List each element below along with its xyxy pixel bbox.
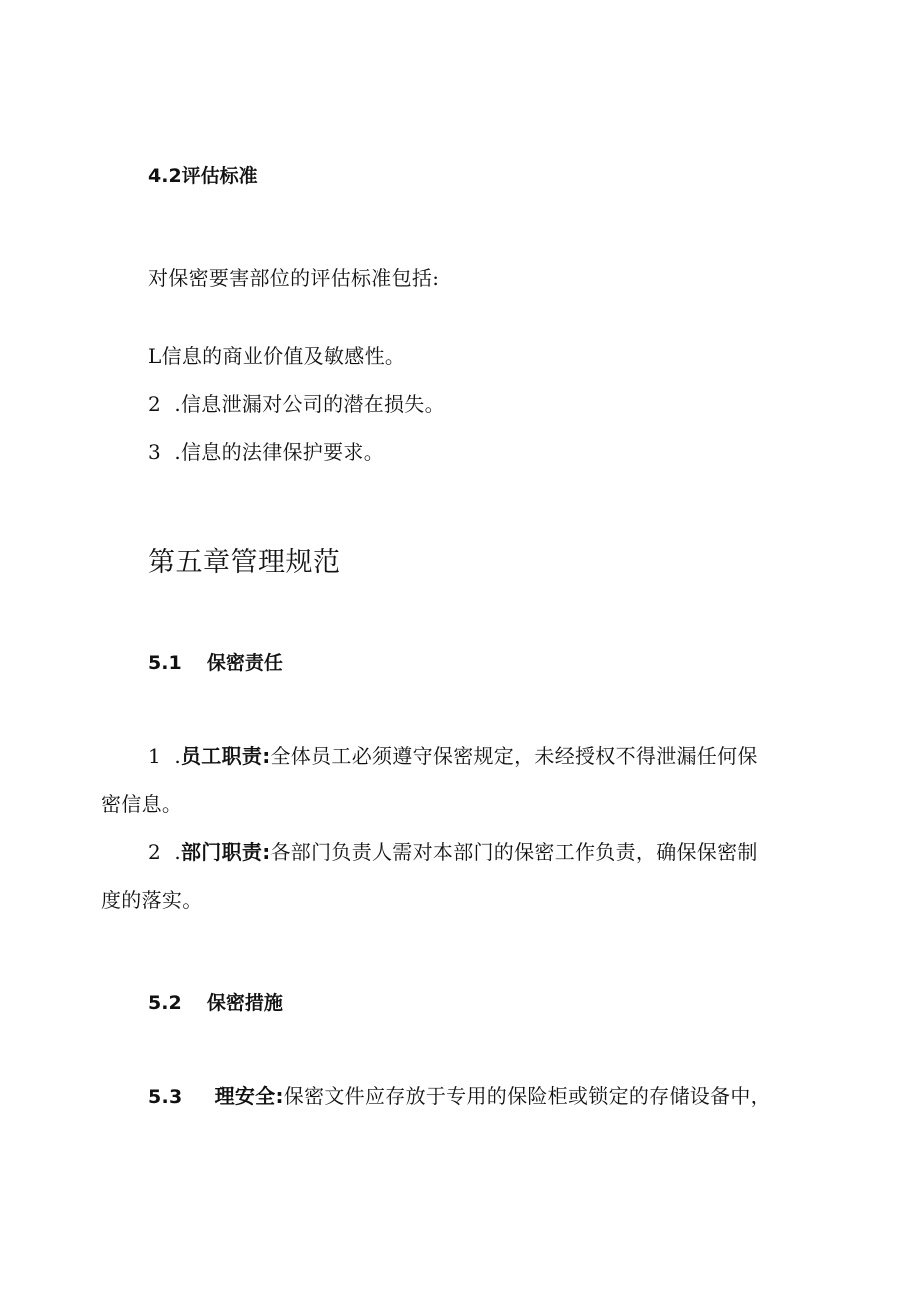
duty-item-2-text: 各部门负责人需对本部门的保密工作负责，确保保密制 (270, 840, 758, 864)
section-5-1-heading (148, 648, 283, 675)
chapter-5-title: 第五章管理规范 (148, 547, 341, 578)
section-5-3-line (148, 1080, 771, 1109)
duty-item-2-label: 部门职责: (181, 840, 271, 864)
section-5-1-title: 保密责任 (206, 652, 283, 674)
duty-item-1-label: 员工职责: (181, 744, 271, 768)
section-5-3-label: 理安全: (214, 1084, 284, 1108)
section-5-1-number: 5.1 (148, 652, 182, 674)
section-5-2-title: 保密措施 (206, 992, 283, 1014)
duty-item-2-line1 (148, 836, 758, 865)
section-4-2-heading: 4.2评估标准 (148, 165, 258, 187)
section-5-2-heading (148, 988, 283, 1015)
duty-item-1-text: 全体员工必须遵守保密规定，未经授权不得泄漏任何保 (270, 744, 758, 768)
criteria-item-2: 2 .信息泄漏对公司的潜在损失。 (148, 392, 445, 416)
criteria-item-1: L信息的商业价值及敏感性。 (148, 344, 406, 368)
duty-item-1-prefix: 1 . (148, 744, 181, 768)
duty-item-1-line1 (148, 740, 758, 769)
duty-item-2-line2: 度的落实。 (101, 888, 203, 912)
section-5-2-number: 5.2 (148, 992, 182, 1014)
section-4-2-intro: 对保密要害部位的评估标准包括: (148, 266, 440, 290)
duty-item-1-line2: 密信息。 (101, 792, 183, 816)
criteria-item-3: 3 .信息的法律保护要求。 (148, 440, 384, 464)
section-5-3-number: 5.3 (148, 1086, 183, 1108)
duty-item-2-prefix: 2 . (148, 840, 181, 864)
section-5-3-text: 保密文件应存放于专用的保险柜或锁定的存储设备中， (283, 1084, 771, 1108)
